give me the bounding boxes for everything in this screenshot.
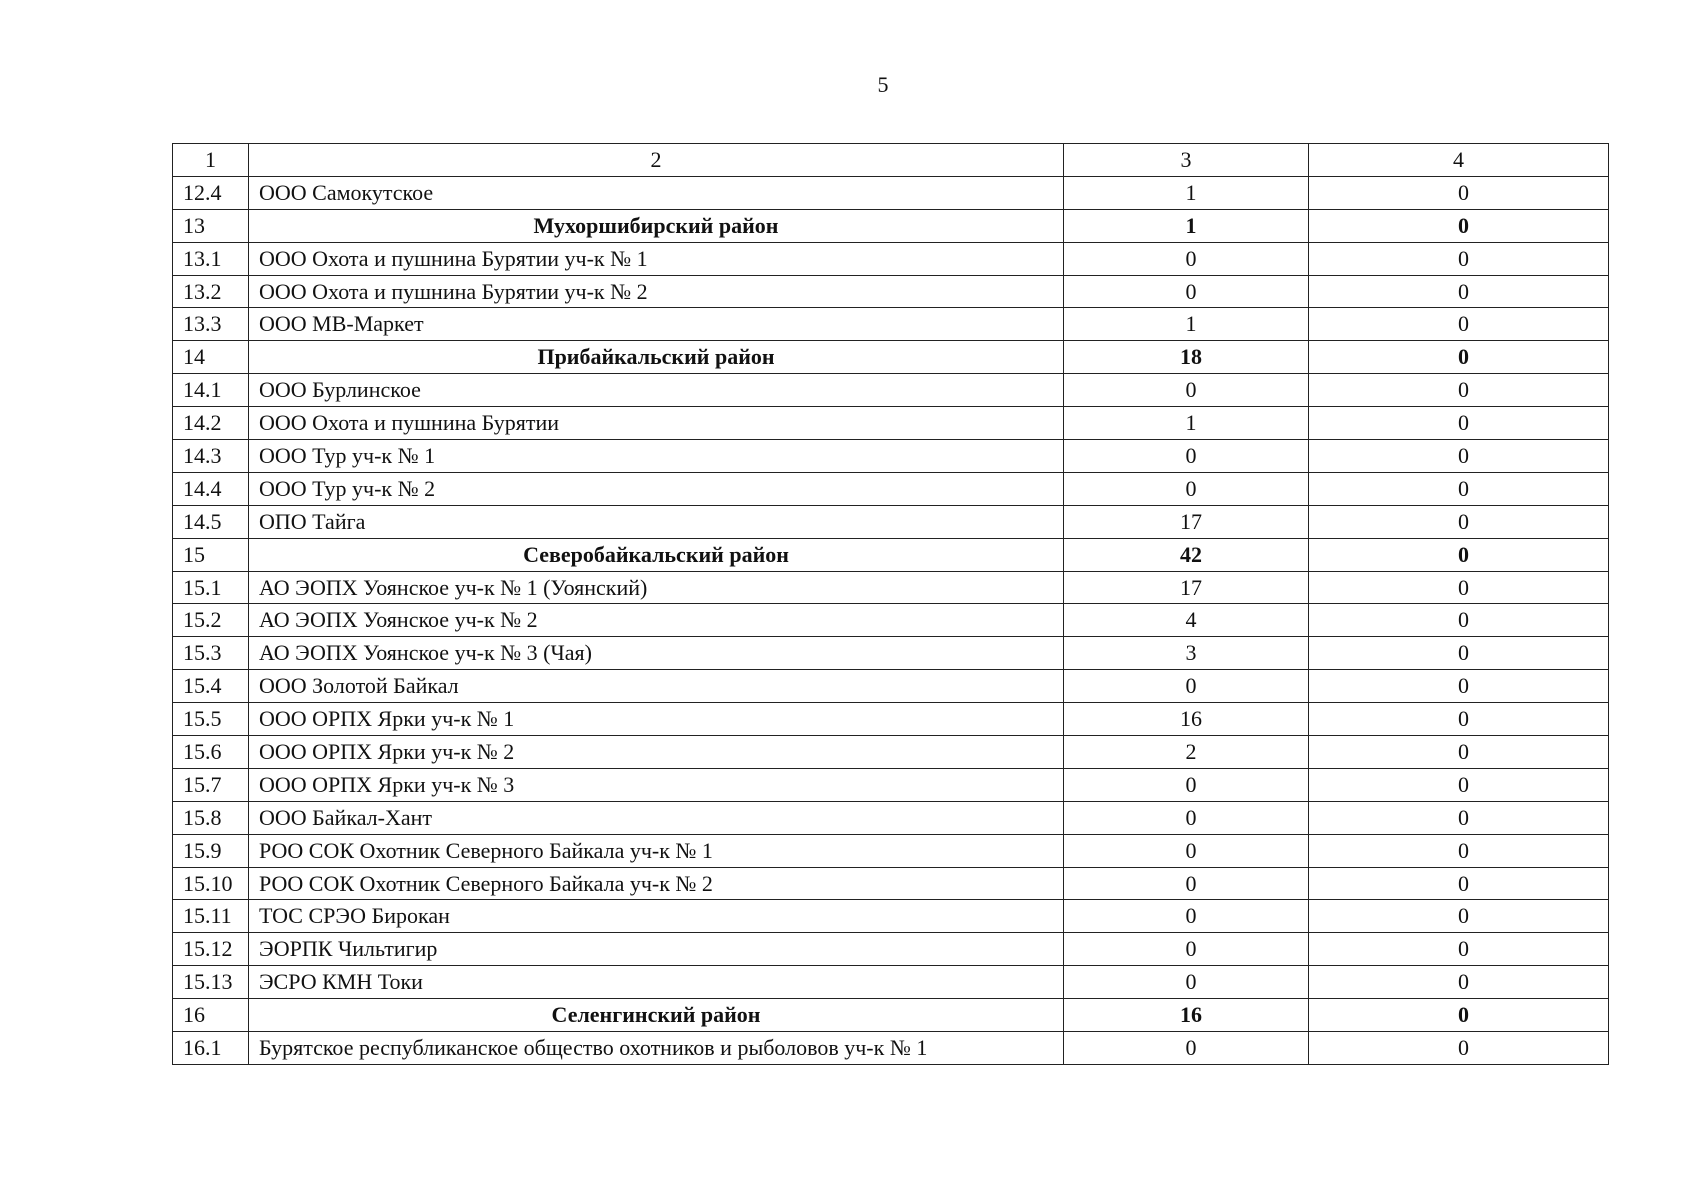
column-4-value-cell: 0	[1309, 801, 1609, 834]
organization-name-cell: ООО ОРПХ Ярки уч-к № 2	[249, 736, 1064, 769]
column-4-value-cell: 0	[1309, 703, 1609, 736]
column-3-value-cell: 0	[1064, 1032, 1309, 1065]
organization-name-cell: ООО Охота и пушнина Бурятии	[249, 407, 1064, 440]
row-number-cell: 16.1	[173, 1032, 249, 1065]
column-3-value-cell: 0	[1064, 867, 1309, 900]
organization-name-cell: ООО Бурлинское	[249, 374, 1064, 407]
organization-name-cell: ООО Золотой Байкал	[249, 670, 1064, 703]
row-number-cell: 14.4	[173, 472, 249, 505]
column-4-value-cell: 0	[1309, 670, 1609, 703]
column-4-value-cell: 0	[1309, 538, 1609, 571]
row-number-cell: 14.2	[173, 407, 249, 440]
row-number-cell: 16	[173, 999, 249, 1032]
column-4-value-cell: 0	[1309, 571, 1609, 604]
organization-name-cell: ООО ОРПХ Ярки уч-к № 1	[249, 703, 1064, 736]
column-3-value-cell: 17	[1064, 571, 1309, 604]
row-number-cell: 15.13	[173, 966, 249, 999]
row-number-cell: 15.12	[173, 933, 249, 966]
column-3-value-cell: 3	[1064, 637, 1309, 670]
table-row	[173, 505, 1609, 538]
column-4-value-cell: 0	[1309, 308, 1609, 341]
column-4-value-cell: 0	[1309, 999, 1609, 1032]
column-3-value-cell: 17	[1064, 505, 1309, 538]
region-name-cell: Прибайкальский район	[249, 341, 1064, 374]
column-3-value-cell: 1	[1064, 209, 1309, 242]
column-4-value-cell: 0	[1309, 834, 1609, 867]
organization-name-cell: ООО Охота и пушнина Бурятии уч-к № 1	[249, 242, 1064, 275]
column-4-value-cell: 0	[1309, 867, 1609, 900]
column-3-value-cell: 0	[1064, 275, 1309, 308]
organization-name-cell: Бурятское республиканское общество охотников и рыболовов уч-к № 1	[249, 1032, 1064, 1065]
table-row	[173, 966, 1609, 999]
row-number-cell: 15.6	[173, 736, 249, 769]
organization-name-cell: РОО СОК Охотник Северного Байкала уч-к № 2	[249, 867, 1064, 900]
table-row	[173, 703, 1609, 736]
column-4-value-cell: 0	[1309, 374, 1609, 407]
row-number-cell: 13.3	[173, 308, 249, 341]
row-number-cell: 13.1	[173, 242, 249, 275]
organization-name-cell: ТОС СРЭО Бирокан	[249, 900, 1064, 933]
table-row	[173, 900, 1609, 933]
row-number-cell: 15	[173, 538, 249, 571]
column-4-value-cell: 0	[1309, 209, 1609, 242]
column-3-value-cell: 16	[1064, 999, 1309, 1032]
column-4-value-cell: 0	[1309, 604, 1609, 637]
organization-name-cell: ЭОРПК Чильтигир	[249, 933, 1064, 966]
row-number-cell: 13.2	[173, 275, 249, 308]
row-number-cell: 13	[173, 209, 249, 242]
column-3-value-cell: 42	[1064, 538, 1309, 571]
row-number-cell: 15.8	[173, 801, 249, 834]
column-4-value-cell: 0	[1309, 176, 1609, 209]
column-3-value-cell: 0	[1064, 670, 1309, 703]
table-row	[173, 472, 1609, 505]
row-number-cell: 15.1	[173, 571, 249, 604]
organization-name-cell: ООО Байкал-Хант	[249, 801, 1064, 834]
row-number-cell: 15.2	[173, 604, 249, 637]
region-row	[173, 341, 1609, 374]
row-number-cell: 15.9	[173, 834, 249, 867]
region-name-cell: Селенгинский район	[249, 999, 1064, 1032]
header-cell-3: 3	[1064, 144, 1309, 177]
row-number-cell: 15.5	[173, 703, 249, 736]
table-header-row	[173, 144, 1609, 177]
column-3-value-cell: 4	[1064, 604, 1309, 637]
region-name-cell: Мухоршибирский район	[249, 209, 1064, 242]
table-row	[173, 604, 1609, 637]
row-number-cell: 14.5	[173, 505, 249, 538]
data-table	[172, 143, 1609, 1065]
column-3-value-cell: 2	[1064, 736, 1309, 769]
table-row	[173, 834, 1609, 867]
region-name-cell: Северобайкальский район	[249, 538, 1064, 571]
column-3-value-cell: 16	[1064, 703, 1309, 736]
row-number-cell: 14.3	[173, 440, 249, 473]
table-row	[173, 176, 1609, 209]
table-row	[173, 736, 1609, 769]
column-4-value-cell: 0	[1309, 341, 1609, 374]
column-4-value-cell: 0	[1309, 768, 1609, 801]
column-4-value-cell: 0	[1309, 275, 1609, 308]
organization-name-cell: РОО СОК Охотник Северного Байкала уч-к № 1	[249, 834, 1064, 867]
column-3-value-cell: 18	[1064, 341, 1309, 374]
column-4-value-cell: 0	[1309, 407, 1609, 440]
table-row	[173, 242, 1609, 275]
region-row	[173, 999, 1609, 1032]
column-3-value-cell: 0	[1064, 472, 1309, 505]
table-row	[173, 440, 1609, 473]
header-cell-4: 4	[1309, 144, 1609, 177]
region-row	[173, 209, 1609, 242]
table-row	[173, 768, 1609, 801]
organization-name-cell: АО ЭОПХ Уоянское уч-к № 2	[249, 604, 1064, 637]
column-3-value-cell: 0	[1064, 768, 1309, 801]
organization-name-cell: ООО Охота и пушнина Бурятии уч-к № 2	[249, 275, 1064, 308]
table-row	[173, 308, 1609, 341]
organization-name-cell: ООО ОРПХ Ярки уч-к № 3	[249, 768, 1064, 801]
column-3-value-cell: 1	[1064, 308, 1309, 341]
column-4-value-cell: 0	[1309, 472, 1609, 505]
column-4-value-cell: 0	[1309, 505, 1609, 538]
row-number-cell: 12.4	[173, 176, 249, 209]
column-3-value-cell: 0	[1064, 966, 1309, 999]
table-row	[173, 571, 1609, 604]
row-number-cell: 14.1	[173, 374, 249, 407]
table-row	[173, 801, 1609, 834]
column-3-value-cell: 0	[1064, 374, 1309, 407]
table-row	[173, 670, 1609, 703]
column-4-value-cell: 0	[1309, 637, 1609, 670]
organization-name-cell: ООО Тур уч-к № 1	[249, 440, 1064, 473]
region-row	[173, 538, 1609, 571]
organization-name-cell: АО ЭОПХ Уоянское уч-к № 1 (Уоянский)	[249, 571, 1064, 604]
table-row	[173, 407, 1609, 440]
row-number-cell: 15.4	[173, 670, 249, 703]
page-number: 5	[877, 72, 889, 97]
header-cell-1: 1	[173, 144, 249, 177]
table-row	[173, 933, 1609, 966]
organization-name-cell: ООО МВ-Маркет	[249, 308, 1064, 341]
organization-name-cell: ЭСРО КМН Токи	[249, 966, 1064, 999]
organization-name-cell: АО ЭОПХ Уоянское уч-к № 3 (Чая)	[249, 637, 1064, 670]
row-number-cell: 14	[173, 341, 249, 374]
column-3-value-cell: 0	[1064, 801, 1309, 834]
table-row	[173, 275, 1609, 308]
organization-name-cell: ООО Самокутское	[249, 176, 1064, 209]
table-row	[173, 1032, 1609, 1065]
row-number-cell: 15.11	[173, 900, 249, 933]
table-row	[173, 867, 1609, 900]
table-row	[173, 374, 1609, 407]
header-cell-2: 2	[249, 144, 1064, 177]
column-4-value-cell: 0	[1309, 736, 1609, 769]
column-3-value-cell: 1	[1064, 176, 1309, 209]
column-4-value-cell: 0	[1309, 440, 1609, 473]
column-3-value-cell: 0	[1064, 440, 1309, 473]
column-3-value-cell: 0	[1064, 900, 1309, 933]
row-number-cell: 15.3	[173, 637, 249, 670]
column-4-value-cell: 0	[1309, 242, 1609, 275]
column-3-value-cell: 0	[1064, 242, 1309, 275]
organization-name-cell: ОПО Тайга	[249, 505, 1064, 538]
column-3-value-cell: 0	[1064, 834, 1309, 867]
organization-name-cell: ООО Тур уч-к № 2	[249, 472, 1064, 505]
column-4-value-cell: 0	[1309, 933, 1609, 966]
column-4-value-cell: 0	[1309, 1032, 1609, 1065]
column-4-value-cell: 0	[1309, 966, 1609, 999]
table-row	[173, 637, 1609, 670]
table-body	[173, 144, 1609, 1065]
column-3-value-cell: 1	[1064, 407, 1309, 440]
row-number-cell: 15.7	[173, 768, 249, 801]
row-number-cell: 15.10	[173, 867, 249, 900]
column-3-value-cell: 0	[1064, 933, 1309, 966]
column-4-value-cell: 0	[1309, 900, 1609, 933]
